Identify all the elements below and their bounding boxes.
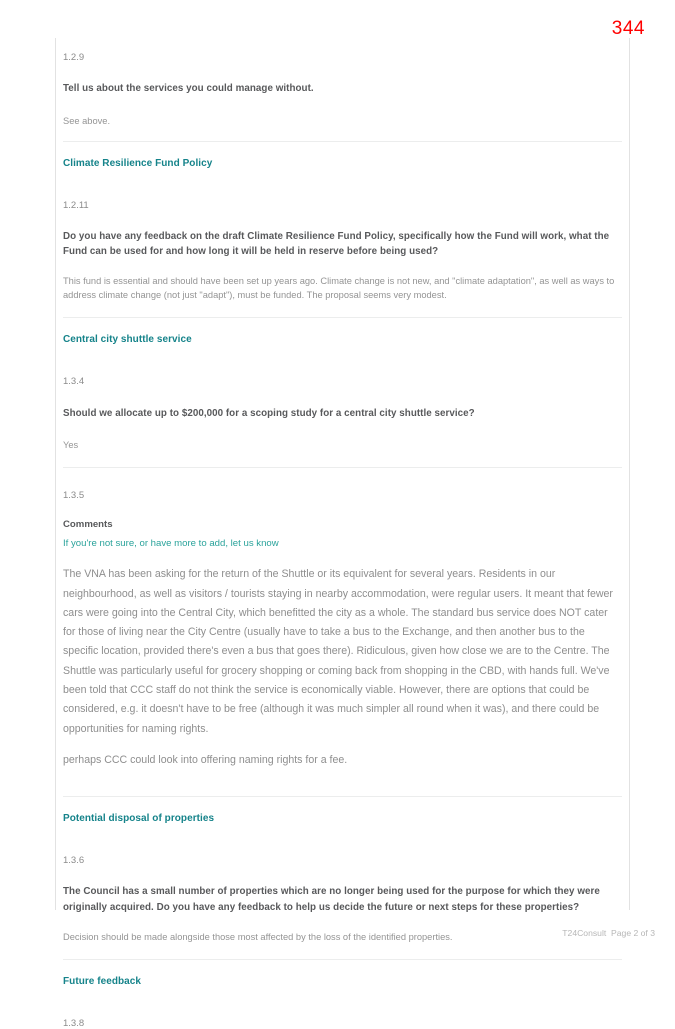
spacer [63, 739, 622, 751]
field-hint-comments: If you're not sure, or have more to add, let us know [63, 538, 279, 550]
spacer [63, 551, 622, 565]
page-footer [0, 928, 655, 938]
spacer [63, 388, 622, 406]
spacer [63, 797, 622, 813]
spacer [63, 303, 622, 317]
spacer [63, 421, 622, 439]
footer-page-label: Page 2 of 3 [611, 928, 655, 938]
footer-source: T24Consult [562, 928, 607, 938]
spacer [63, 501, 622, 519]
answer-paragraph-1-3-5-b: perhaps CCC could look into offering naming rights for a fee. [63, 753, 348, 766]
spacer [63, 453, 622, 467]
section-heading-future-feedback: Future feedback [63, 975, 141, 987]
spacer [63, 38, 622, 52]
spacer [63, 259, 622, 275]
answer-paragraph-1-3-5-a: The VNA has been asking for the return of the Shuttle or its equivalent for several years. Residents in our neighbourhood, as well as visitors / tourists staying in nearby accommodation, were regular users. It meant that fewer cars were going into the Central City, which benefitted the city as a whole. The standard bus service does NOT cater for those of living near the City Centre (usually have to take a bus to the Exchange, and then another bus to the specific location, provided there's even a bus that goes there). Ridiculous, given how close we are to the Centre. The Shuttle was particularly useful for grocery shopping or coming back from shopping in the CBD, with hands full. We've been told that CCC staff do not think the service is economically viable. However, there are options that could be considered, e.g. it doesn't have to be free (although it was much simpler all round when it was), and there could be opportunities for naming rights. [63, 568, 613, 735]
spacer [63, 170, 622, 200]
spacer [63, 97, 622, 115]
spacer [63, 866, 622, 884]
spacer [63, 346, 622, 376]
section-heading-potential-disposal-of-properties: Potential disposal of properties [63, 813, 215, 825]
question-number-1-2-9: 1.2.9 [63, 52, 85, 63]
spacer [63, 211, 622, 229]
spacer [63, 142, 622, 158]
field-label-comments: Comments [63, 519, 113, 530]
question-number-1-3-6: 1.3.6 [63, 855, 85, 867]
spacer [63, 770, 622, 796]
question-text-1-2-11: Do you have any feedback on the draft Climate Resilience Fund Policy, specifically how the Fund will work, what the Fund can be used for and how long it will be held in reserve before being used? [63, 230, 610, 258]
page-annotation-number: 344 [611, 18, 645, 39]
question-number-1-3-5: 1.3.5 [63, 489, 85, 501]
answer-text-1-3-4: Yes [63, 439, 79, 450]
spacer [63, 63, 622, 81]
question-text-1-3-6: The Council has a small number of properties which are no longer being used for the purpose for which they were originally acquired. Do you have any feedback to help us decide the future or next steps for these properties? [63, 886, 600, 913]
answer-text-1-2-11: This fund is essential and should have been set up years ago. Climate change is not new, and "climate adaptation", as well as ways to address climate change (not just "adapt"), must be funded. The proposal seems very modest. [63, 276, 615, 301]
question-number-1-3-4: 1.3.4 [63, 376, 85, 388]
spacer [63, 825, 622, 855]
spacer [63, 988, 622, 1018]
spacer [63, 960, 622, 976]
spacer [63, 468, 622, 490]
section-heading-central-city-shuttle-service: Central city shuttle service [63, 334, 192, 346]
answer-text-1-3-6: Decision should be made alongside those most affected by the loss of the identified properties. [63, 931, 453, 942]
answer-text-1-2-9: See above. [63, 115, 111, 126]
question-number-1-3-8: 1.3.8 [63, 1017, 85, 1029]
spacer [63, 129, 622, 141]
spacer [63, 318, 622, 334]
section-heading-climate-resilience-fund-policy: Climate Resilience Fund Policy [63, 157, 213, 169]
question-number-1-2-11: 1.2.11 [63, 199, 89, 211]
question-text-1-3-4: Should we allocate up to $200,000 for a scoping study for a central city shuttle service? [63, 407, 475, 419]
question-text-1-2-9: Tell us about the services you could manage without. [63, 83, 314, 95]
spacer [63, 945, 622, 959]
